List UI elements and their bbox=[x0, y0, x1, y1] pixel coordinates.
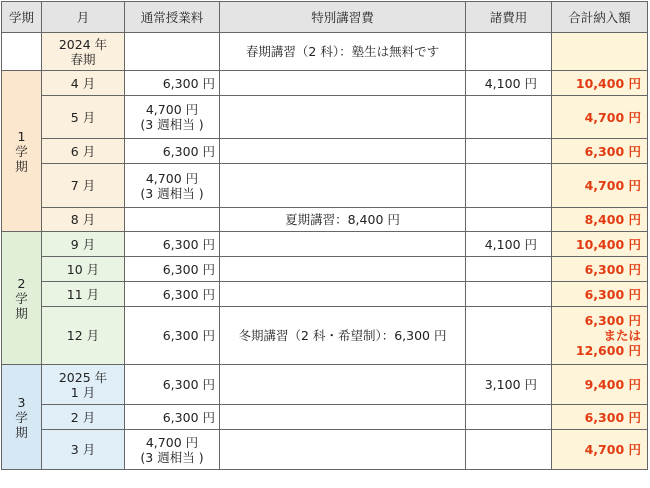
special-cell: 春期講習（2 科）：塾生は無料です bbox=[220, 33, 466, 71]
tuition-cell: 6,300 円 bbox=[125, 405, 220, 430]
supplies-cell bbox=[466, 282, 552, 307]
term-2-label: 2 学 期 bbox=[2, 232, 42, 365]
special-cell bbox=[220, 139, 466, 164]
header-tuition: 通常授業料 bbox=[125, 2, 220, 33]
table-row bbox=[2, 257, 648, 282]
month-cell: 6 月 bbox=[42, 139, 125, 164]
tuition-cell: 6,300 円 bbox=[125, 307, 220, 365]
tuition-cell bbox=[125, 33, 220, 71]
special-cell bbox=[220, 71, 466, 96]
tuition-cell: 6,300 円 bbox=[125, 71, 220, 96]
tuition-cell: 4,700 円 (3 週相当 ) bbox=[125, 430, 220, 470]
table-row bbox=[2, 71, 648, 96]
header-special: 特別講習費 bbox=[220, 2, 466, 33]
tuition-cell bbox=[125, 208, 220, 232]
total-cell: 10,400 円 bbox=[552, 71, 648, 96]
month-cell: 2024 年 春期 bbox=[42, 33, 125, 71]
total-cell: 8,400 円 bbox=[552, 208, 648, 232]
table-row bbox=[2, 208, 648, 232]
tuition-cell: 6,300 円 bbox=[125, 365, 220, 405]
header-supplies: 諸費用 bbox=[466, 2, 552, 33]
fee-schedule-table bbox=[1, 1, 648, 470]
total-cell: 4,700 円 bbox=[552, 96, 648, 139]
total-cell: 6,300 円 または 12,600 円 bbox=[552, 307, 648, 365]
table-row bbox=[2, 307, 648, 365]
special-cell: 冬期講習（2 科・希望制）：6,300 円 bbox=[220, 307, 466, 365]
special-cell bbox=[220, 257, 466, 282]
month-cell: 3 月 bbox=[42, 430, 125, 470]
term-3-label: 3 学 期 bbox=[2, 365, 42, 470]
header-month: 月 bbox=[42, 2, 125, 33]
supplies-cell bbox=[466, 257, 552, 282]
month-cell: 11 月 bbox=[42, 282, 125, 307]
month-cell: 5 月 bbox=[42, 96, 125, 139]
header-row bbox=[2, 2, 648, 33]
total-cell: 6,300 円 bbox=[552, 405, 648, 430]
total-cell: 4,700 円 bbox=[552, 164, 648, 208]
special-cell bbox=[220, 430, 466, 470]
supplies-cell bbox=[466, 405, 552, 430]
supplies-cell bbox=[466, 33, 552, 71]
supplies-cell bbox=[466, 430, 552, 470]
special-cell bbox=[220, 365, 466, 405]
month-cell: 2025 年 1 月 bbox=[42, 365, 125, 405]
header-term: 学期 bbox=[2, 2, 42, 33]
tuition-cell: 6,300 円 bbox=[125, 139, 220, 164]
total-cell: 6,300 円 bbox=[552, 257, 648, 282]
tuition-cell: 6,300 円 bbox=[125, 257, 220, 282]
tuition-cell: 4,700 円 (3 週相当 ) bbox=[125, 164, 220, 208]
month-cell: 10 月 bbox=[42, 257, 125, 282]
month-cell: 9 月 bbox=[42, 232, 125, 257]
tuition-cell: 4,700 円 (3 週相当 ) bbox=[125, 96, 220, 139]
special-cell bbox=[220, 96, 466, 139]
term-cell-empty bbox=[2, 33, 42, 71]
special-cell bbox=[220, 232, 466, 257]
total-cell bbox=[552, 33, 648, 71]
supplies-cell: 4,100 円 bbox=[466, 71, 552, 96]
term-1-label: 1 学 期 bbox=[2, 71, 42, 232]
special-cell bbox=[220, 164, 466, 208]
month-cell: 2 月 bbox=[42, 405, 125, 430]
header-total: 合計納入額 bbox=[552, 2, 648, 33]
supplies-cell bbox=[466, 96, 552, 139]
total-cell: 6,300 円 bbox=[552, 139, 648, 164]
table-row bbox=[2, 405, 648, 430]
month-cell: 7 月 bbox=[42, 164, 125, 208]
table-row bbox=[2, 139, 648, 164]
special-cell: 夏期講習：8,400 円 bbox=[220, 208, 466, 232]
total-cell: 6,300 円 bbox=[552, 282, 648, 307]
supplies-cell bbox=[466, 164, 552, 208]
supplies-cell bbox=[466, 139, 552, 164]
table-row bbox=[2, 232, 648, 257]
supplies-cell bbox=[466, 307, 552, 365]
month-cell: 8 月 bbox=[42, 208, 125, 232]
total-cell: 9,400 円 bbox=[552, 365, 648, 405]
total-cell: 4,700 円 bbox=[552, 430, 648, 470]
table-row bbox=[2, 430, 648, 470]
supplies-cell: 4,100 円 bbox=[466, 232, 552, 257]
table-row bbox=[2, 96, 648, 139]
tuition-cell: 6,300 円 bbox=[125, 232, 220, 257]
table-row bbox=[2, 365, 648, 405]
table-row bbox=[2, 282, 648, 307]
supplies-cell bbox=[466, 208, 552, 232]
tuition-cell: 6,300 円 bbox=[125, 282, 220, 307]
table-row bbox=[2, 33, 648, 71]
month-cell: 4 月 bbox=[42, 71, 125, 96]
table-row bbox=[2, 164, 648, 208]
month-cell: 12 月 bbox=[42, 307, 125, 365]
total-cell: 10,400 円 bbox=[552, 232, 648, 257]
special-cell bbox=[220, 405, 466, 430]
supplies-cell: 3,100 円 bbox=[466, 365, 552, 405]
special-cell bbox=[220, 282, 466, 307]
